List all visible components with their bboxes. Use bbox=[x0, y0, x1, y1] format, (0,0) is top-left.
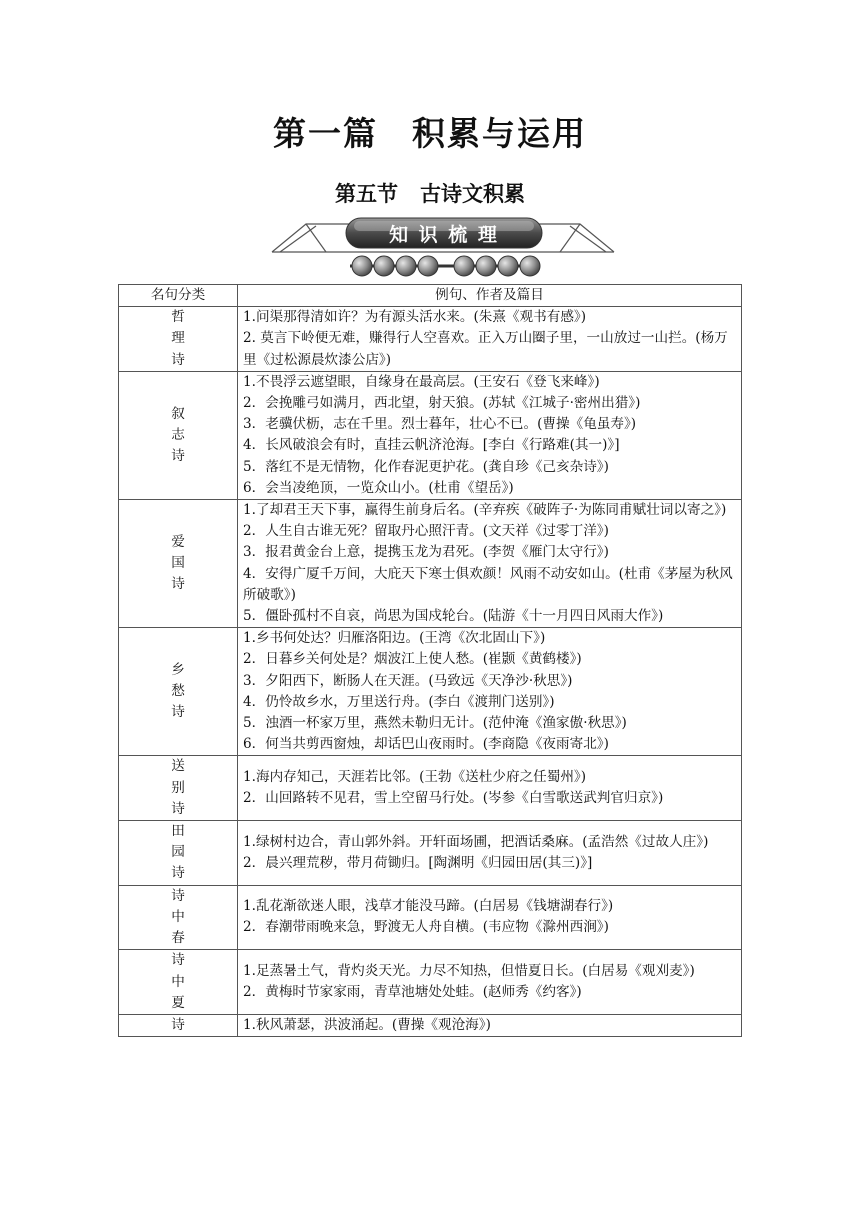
example-line: 4．长风破浪会有时，直挂云帆济沧海。[李白《行路难(其一)》] bbox=[243, 437, 620, 454]
category-char: 别 bbox=[171, 779, 185, 796]
table-row bbox=[119, 307, 742, 372]
examples-cell bbox=[238, 950, 742, 1015]
example-line: 6．何当共剪西窗烛，却话巴山夜雨时。(李商隐《夜雨寄北》) bbox=[243, 736, 609, 753]
examples-cell bbox=[238, 500, 742, 628]
section-title bbox=[0, 178, 860, 208]
category-char: 爱 bbox=[171, 533, 185, 550]
header-category: 名句分类 bbox=[119, 285, 238, 307]
category-char: 诗 bbox=[171, 952, 185, 969]
category-char: 田 bbox=[171, 823, 185, 840]
category-char: 诗 bbox=[171, 887, 185, 904]
examples-cell bbox=[238, 628, 742, 756]
example-line: 2．春潮带雨晚来急，野渡无人舟自横。(韦应物《滁州西涧》) bbox=[243, 919, 609, 936]
category-char: 哲 bbox=[171, 309, 185, 326]
category-cell bbox=[119, 307, 238, 372]
category-cell bbox=[119, 756, 238, 821]
table-row bbox=[119, 885, 742, 950]
category-cell bbox=[119, 1014, 238, 1036]
example-line: 1.足蒸暑土气，背灼炎天光。力尽不知热，但惜夏日长。(白居易《观刈麦》) bbox=[243, 962, 695, 979]
title-part-1: 第一篇 bbox=[273, 114, 378, 153]
category-char: 叙 bbox=[171, 405, 185, 422]
table-row bbox=[119, 628, 742, 756]
example-line: 1.不畏浮云遮望眼，自缘身在最高层。(王安石《登飞来峰》) bbox=[243, 373, 600, 390]
category-char: 送 bbox=[171, 758, 185, 775]
example-line: 5．落红不是无情物，化作春泥更护花。(龚自珍《己亥杂诗》) bbox=[243, 458, 609, 475]
table-row bbox=[119, 950, 742, 1015]
example-line: 6．会当凌绝顶，一览众山小。(杜甫《望岳》) bbox=[243, 479, 514, 496]
example-line: 2．会挽雕弓如满月，西北望，射天狼。(苏轼《江城子·密州出猎》) bbox=[243, 395, 641, 412]
example-line: 4．仍怜故乡水，万里送行舟。(李白《渡荆门送别》) bbox=[243, 693, 555, 710]
category-cell bbox=[119, 628, 238, 756]
header-examples: 例句、作者及篇目 bbox=[238, 285, 742, 307]
examples-cell bbox=[238, 307, 742, 372]
table-row bbox=[119, 1014, 742, 1036]
example-line: 2．黄梅时节家家雨，青草池塘处处蛙。(赵师秀《约客》) bbox=[243, 984, 582, 1001]
example-line: 2．晨兴理荒秽，带月荷锄归。[陶渊明《归园田居(其三)》] bbox=[243, 854, 593, 871]
example-line: 5．僵卧孤村不自哀，尚思为国戍轮台。(陆游《十一月四日风雨大作》) bbox=[243, 608, 664, 625]
category-char: 志 bbox=[171, 426, 185, 443]
example-line: 3．夕阳西下，断肠人在天涯。(马致远《天净沙·秋思》) bbox=[243, 672, 573, 689]
category-char: 中 bbox=[171, 973, 185, 990]
category-char: 诗 bbox=[171, 448, 185, 465]
example-line: 5．浊酒一杯家万里，燕然未勒归无计。(范仲淹《渔家傲·秋思》) bbox=[243, 715, 627, 732]
knowledge-banner bbox=[270, 214, 616, 280]
example-line: 1.问渠那得清如许？为有源头活水来。(朱熹《观书有感》) bbox=[243, 309, 587, 326]
category-char: 国 bbox=[171, 555, 185, 572]
examples-cell bbox=[238, 371, 742, 499]
poem-table bbox=[118, 284, 742, 1037]
table-row bbox=[119, 371, 742, 499]
category-char: 诗 bbox=[171, 576, 185, 593]
example-line: 1.秋风萧瑟，洪波涌起。(曹操《观沧海》) bbox=[243, 1016, 491, 1033]
examples-cell bbox=[238, 756, 742, 821]
example-line: 3．报君黄金台上意，提携玉龙为君死。(李贺《雁门太守行》) bbox=[243, 544, 609, 561]
examples-cell bbox=[238, 821, 742, 886]
table-row bbox=[119, 821, 742, 886]
category-cell bbox=[119, 950, 238, 1015]
example-line: 2．日暮乡关何处是？烟波江上使人愁。(崔颢《黄鹤楼》) bbox=[243, 651, 582, 668]
example-line: 2．人生自古谁无死？留取丹心照汗青。(文天祥《过零丁洋》) bbox=[243, 523, 609, 540]
example-line: 1.了却君王天下事，赢得生前身后名。(辛弃疾《破阵子·为陈同甫赋壮词以寄之》) bbox=[243, 502, 727, 519]
category-cell bbox=[119, 500, 238, 628]
category-cell bbox=[119, 885, 238, 950]
example-line: 2. 莫言下岭便无难，赚得行人空喜欢。正入万山圈子里，一山放过一山拦。(杨万里《过松源晨炊漆公店》) bbox=[243, 330, 728, 368]
example-line: 1.乱花渐欲迷人眼，浅草才能没马蹄。(白居易《钱塘湖春行》) bbox=[243, 898, 614, 915]
category-cell bbox=[119, 371, 238, 499]
category-char: 理 bbox=[171, 330, 185, 347]
table-header-row bbox=[119, 285, 742, 307]
section-name: 古诗文积累 bbox=[420, 181, 525, 206]
category-char: 园 bbox=[171, 844, 185, 861]
category-char: 春 bbox=[171, 930, 185, 947]
example-line: 1.乡书何处达？归雁洛阳边。(王湾《次北固山下》) bbox=[243, 630, 546, 647]
example-line: 4．安得广厦千万间，大庇天下寒士俱欢颜！风雨不动安如山。(杜甫《茅屋为秋风所破歌》) bbox=[243, 565, 733, 603]
category-cell bbox=[119, 821, 238, 886]
banner-label: 知 识 梳 理 bbox=[389, 224, 499, 246]
page-title bbox=[0, 108, 860, 155]
example-line: 3．老骥伏枥，志在千里。烈士暮年，壮心不已。(曹操《龟虽寿》) bbox=[243, 416, 637, 433]
category-char: 夏 bbox=[171, 994, 185, 1011]
examples-cell bbox=[238, 885, 742, 950]
example-line: 1.绿树村边合，青山郭外斜。开轩面场圃，把酒话桑麻。(孟浩然《过故人庄》) bbox=[243, 833, 709, 850]
category-char: 中 bbox=[171, 908, 185, 925]
example-line: 1.海内存知己，天涯若比邻。(王勃《送杜少府之任蜀州》) bbox=[243, 769, 587, 786]
category-char: 诗 bbox=[171, 704, 185, 721]
category-char: 诗 bbox=[171, 1016, 185, 1033]
category-char: 愁 bbox=[171, 683, 185, 700]
category-char: 诗 bbox=[171, 865, 185, 882]
section-number: 第五节 bbox=[335, 181, 398, 206]
table-body bbox=[119, 307, 742, 1037]
title-part-2: 积累与运用 bbox=[412, 114, 587, 153]
category-char: 乡 bbox=[171, 662, 185, 679]
table-row bbox=[119, 756, 742, 821]
category-char: 诗 bbox=[171, 800, 185, 817]
example-line: 2．山回路转不见君，雪上空留马行处。(岑参《白雪歌送武判官归京》) bbox=[243, 790, 664, 807]
table-row bbox=[119, 500, 742, 628]
category-char: 诗 bbox=[171, 351, 185, 368]
examples-cell bbox=[238, 1014, 742, 1036]
